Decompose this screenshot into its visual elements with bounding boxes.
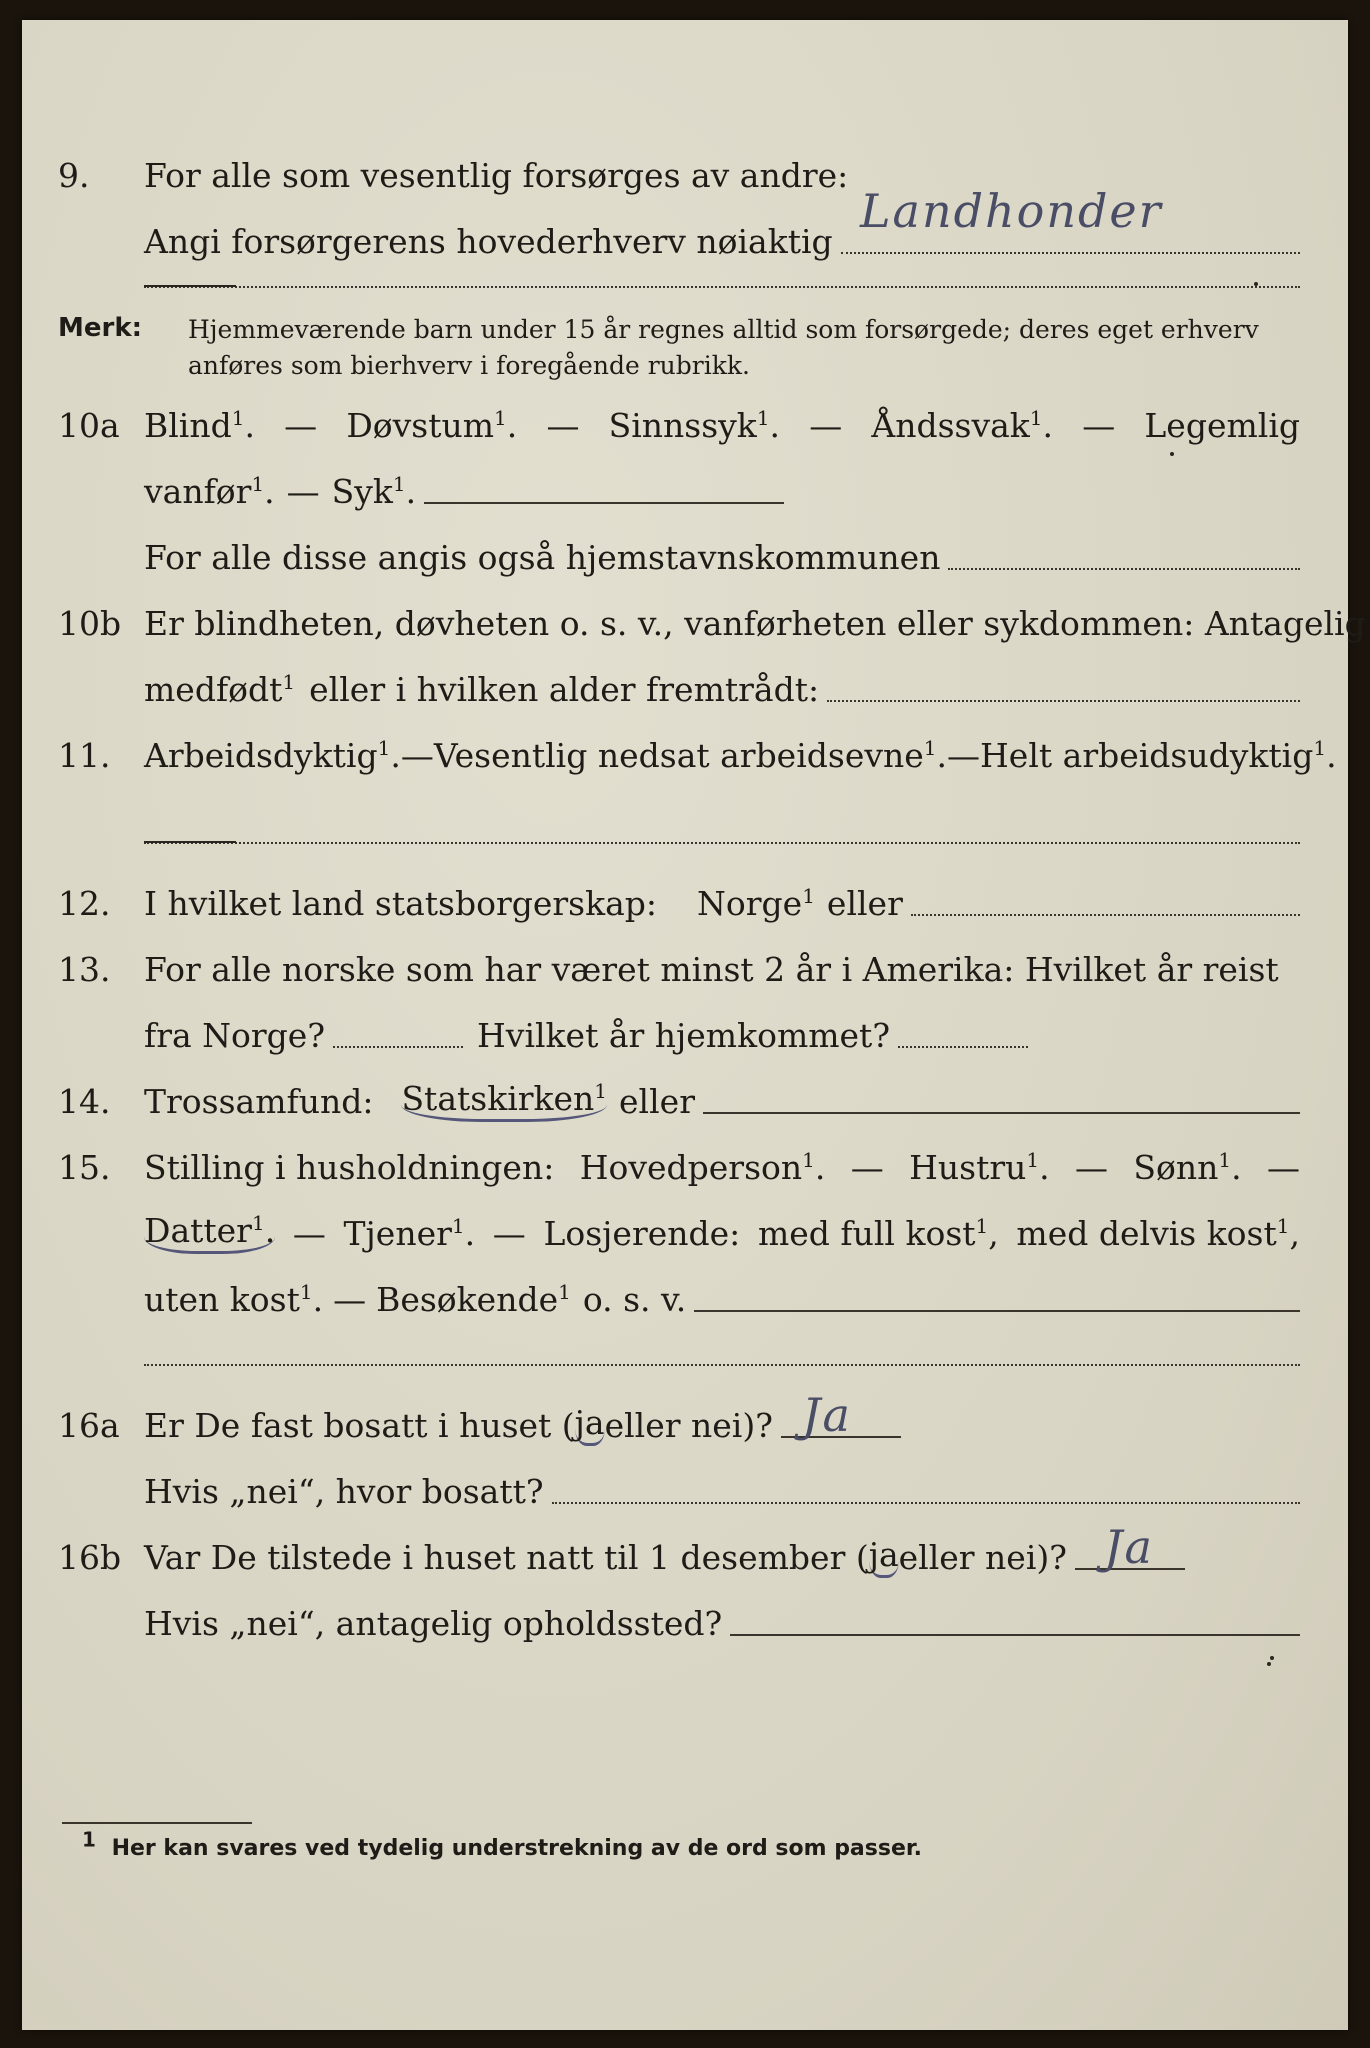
footnote (82, 1827, 922, 1861)
dash: — (292, 1214, 326, 1253)
dash: — (1082, 406, 1116, 445)
q10a-line1 (22, 400, 1348, 456)
opt-norge[interactable]: Norge$^1$ (697, 884, 815, 923)
q12-question: I hvilket land statsborgerskap: (144, 884, 658, 923)
opt-syk[interactable]: Syk$^1$. (331, 472, 417, 511)
q15-line1 (22, 1142, 1348, 1198)
q13-line1 (22, 944, 1348, 1000)
q9-question: For alle som vesentlig forsørges av andre: (144, 156, 849, 195)
q16b-number: 16b (58, 1538, 122, 1577)
opt-sonn[interactable]: Sønn$^1$. (1133, 1148, 1242, 1187)
opt-andssvak[interactable]: Åndssvak$^1$. (871, 406, 1054, 445)
q10b-question: Er blindheten, døvheten o. s. v., vanførheten eller sykdommen: Antagelig (144, 604, 1366, 643)
q10a-hjemstavn: For alle disse angis også hjemstavnskommunen (144, 538, 941, 577)
q12-eller: eller (826, 884, 903, 923)
q10a-hjemstavn-field[interactable] (948, 568, 1300, 570)
dash: — (809, 406, 843, 445)
dash: — (284, 406, 318, 445)
opt-delvis-kost[interactable]: med delvis kost$^1$, (1016, 1214, 1300, 1253)
opt-hovedperson[interactable]: Hovedperson$^1$. (579, 1148, 826, 1187)
q15-question: Stilling i husholdningen: (144, 1148, 555, 1187)
q16a-bosatt: Hvis „nei“, hvor bosatt? (144, 1472, 544, 1511)
q12-number: 12. (58, 884, 111, 923)
opt-dovstum[interactable]: Døvstum$^1$. (346, 406, 518, 445)
q9-extra-line[interactable] (144, 286, 1300, 288)
q10b-alder: eller i hvilken alder fremtrådt: (309, 670, 820, 709)
q10b-number: 10b (58, 604, 122, 643)
q13-reist-field[interactable] (333, 1046, 463, 1048)
q10a-answer-field[interactable] (424, 502, 784, 504)
q15-line3 (22, 1274, 1348, 1330)
q13-reist: fra Norge? (144, 1016, 326, 1055)
q16a-line1 (22, 1400, 1348, 1456)
merk-line1: Hjemmeværende barn under 15 år regnes alltid som forsørgede; deres eget erhverv (188, 315, 1259, 344)
speck (1267, 1662, 1271, 1666)
q15-losjerende: Losjerende: (543, 1214, 741, 1253)
merk-label: Merk: (58, 313, 143, 343)
opt-nedsat[interactable]: Vesentlig nedsat arbeidsevne$^1$. (433, 736, 948, 775)
opt-legemlig[interactable]: Legemlig (1144, 406, 1300, 445)
q11-extra-line[interactable] (144, 842, 1300, 844)
q13-question: For alle norske som har været minst 2 år i Amerika: Hvilket år reist (144, 950, 1279, 989)
q10a-line2 (22, 466, 1348, 522)
opt-arbeidsudyktig[interactable]: Helt arbeidsudyktig$^1$. (980, 736, 1337, 775)
opt-medfodt[interactable]: medfødt$^1$ (144, 670, 296, 709)
speck (1254, 282, 1258, 286)
merk-note (188, 312, 1300, 384)
dash: — (400, 736, 434, 775)
q16a-question-a: Er De fast bosatt i huset ( (144, 1406, 575, 1445)
dash: — (1266, 1148, 1300, 1187)
q15-extra-line[interactable] (144, 1364, 1300, 1366)
q15-line2 (22, 1208, 1348, 1264)
footnote-text: Her kan svares ved tydelig understrekning av de ord som passer. (111, 1836, 922, 1861)
q10a-number: 10a (58, 406, 120, 445)
opt-vanfor[interactable]: vanfør$^1$. (144, 472, 275, 511)
q9-number: 9. (58, 156, 90, 195)
merk-line2: anføres som bierhverv i foregående rubrikk. (188, 351, 750, 380)
q14-line (22, 1076, 1348, 1132)
q13-hjemkommet-field[interactable] (898, 1046, 1028, 1048)
q16b-handwritten-answer: Ja (1104, 1520, 1154, 1574)
q11-line (22, 730, 1348, 786)
q16b-question-a: Var De tilstede i huset natt til 1 desember ( (144, 1538, 869, 1577)
q16a-handwritten-answer: Ja (802, 1388, 852, 1442)
q16a-line2 (22, 1466, 1348, 1522)
opt-16a-ja[interactable]: ja (575, 1403, 605, 1446)
opt-uten-kost[interactable]: uten kost$^1$. (144, 1280, 324, 1319)
opt-full-kost[interactable]: med full kost$^1$, (757, 1214, 999, 1253)
dash: — (546, 406, 580, 445)
q14-number: 14. (58, 1082, 111, 1121)
q16b-opholdssted-field[interactable] (730, 1634, 1300, 1636)
q14-question: Trossamfund: (144, 1082, 374, 1121)
dash: — (850, 1148, 884, 1187)
q12-answer-field[interactable] (911, 914, 1300, 916)
q16b-line2 (22, 1598, 1348, 1654)
footnote-mark: 1 (82, 1827, 96, 1852)
q13-line2 (22, 1010, 1348, 1066)
q13-number: 13. (58, 950, 111, 989)
dash: — (492, 1214, 526, 1253)
opt-hustru[interactable]: Hustru$^1$. (909, 1148, 1050, 1187)
q15-number: 15. (58, 1148, 111, 1187)
dash: — (947, 736, 981, 775)
q12-line (22, 878, 1348, 934)
q13-hjemkommet: Hvilket år hjemkommet? (477, 1016, 891, 1055)
opt-tjener[interactable]: Tjener$^1$. (343, 1214, 476, 1253)
q9-prompt: Angi forsørgerens hovederhverv nøiaktig (144, 222, 833, 261)
q10b-line2 (22, 664, 1348, 720)
opt-blind[interactable]: Blind$^1$. (144, 406, 255, 445)
q16b-question-b: eller nei)? (898, 1538, 1067, 1577)
q16a-bosatt-field[interactable] (552, 1502, 1300, 1504)
q10a-line3 (22, 532, 1348, 588)
q10b-answer-field[interactable] (827, 700, 1300, 702)
q16b-opholdssted: Hvis „nei“, antagelig opholdssted? (144, 1604, 723, 1643)
speck (1170, 452, 1174, 456)
q14-eller: eller (619, 1082, 695, 1121)
q16a-number: 16a (58, 1406, 120, 1445)
q9-handwritten-answer: Landhonder (860, 184, 1163, 238)
dash: — (1075, 1148, 1108, 1187)
dash: — (333, 1280, 367, 1319)
q11-number: 11. (58, 736, 111, 775)
opt-datter[interactable]: Datter$^1$. (144, 1211, 275, 1254)
q10b-line1 (22, 598, 1366, 654)
opt-besokende[interactable]: Besøkende$^1$ (376, 1280, 571, 1319)
q9-answer-field[interactable] (841, 252, 1300, 254)
footnote-rule (62, 1822, 252, 1824)
q15-osv: o. s. v. (582, 1280, 687, 1319)
q14-answer-field[interactable] (703, 1112, 1300, 1114)
speck (1270, 1656, 1274, 1660)
opt-statskirken[interactable]: Statskirken$^1$ (401, 1079, 607, 1122)
opt-16b-ja[interactable]: ja (869, 1535, 899, 1578)
q15-answer-field[interactable] (694, 1310, 1300, 1312)
opt-arbeidsdyktig[interactable]: Arbeidsdyktig$^1$. (144, 736, 401, 775)
dash: — (286, 472, 320, 511)
census-form-page (22, 20, 1366, 2030)
q16a-question-b: eller nei)? (604, 1406, 773, 1445)
opt-sinnssyk[interactable]: Sinnssyk$^1$. (608, 406, 781, 445)
